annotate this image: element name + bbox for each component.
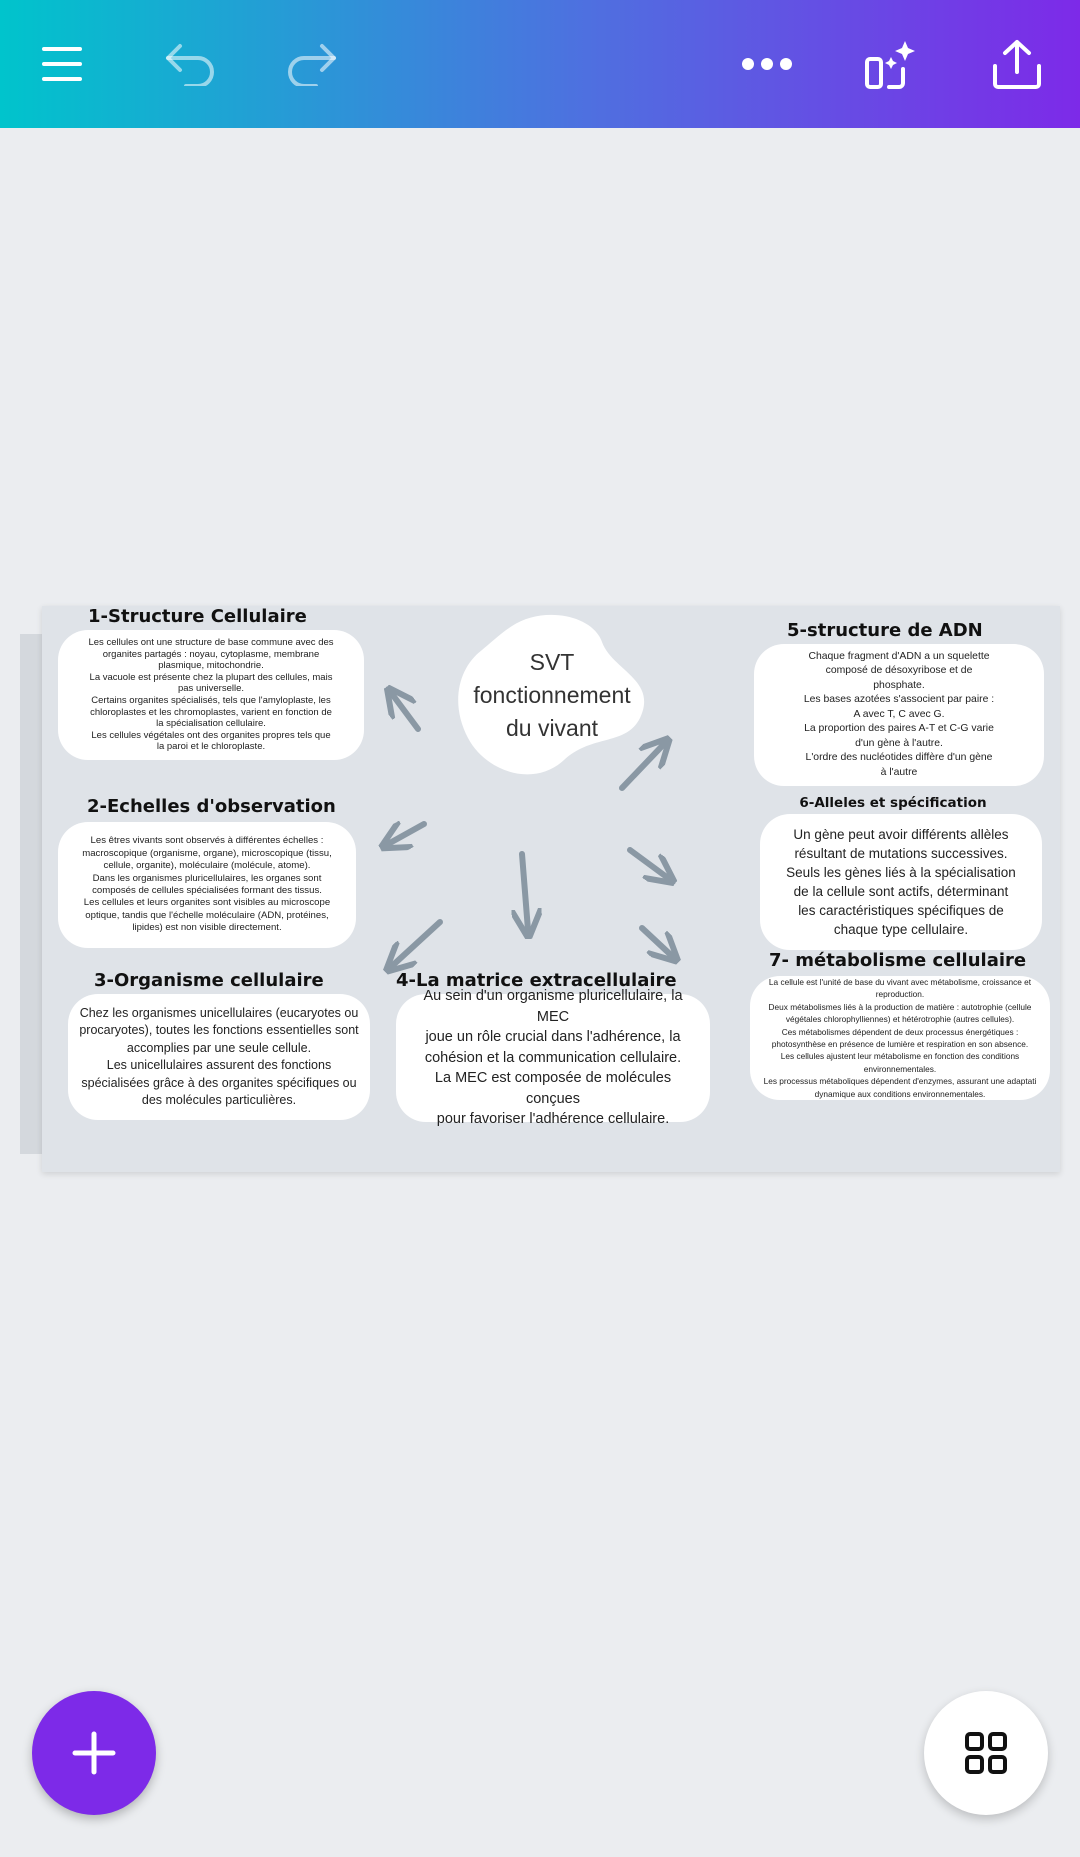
section-7-line: Deux métabolismes liés à la production de matière : autotrophie (cellule <box>768 1001 1032 1012</box>
grid-pages-icon <box>964 1731 1008 1775</box>
center-title: SVT fonctionnement du vivant <box>473 648 631 741</box>
section-3-title: 3-Organisme cellulaire <box>94 970 324 991</box>
section-5-line: La proportion des paires A-T et C-G varie <box>804 723 994 735</box>
section-2-line: lipides) est non visible directement. <box>132 922 282 934</box>
section-7-line: Ces métabolismes dépendent de deux processus énergétiques : <box>781 1026 1019 1037</box>
section-5-line: d'un gène à l'autre. <box>855 737 943 749</box>
section-7-title: 7- métabolisme cellulaire <box>769 950 1027 971</box>
section-1-line: Certains organites spécialisés, tels que l'amyloplaste, les <box>91 695 331 706</box>
section-7-card[interactable] <box>750 976 1050 1100</box>
section-1-line: pas universelle. <box>177 683 244 695</box>
magic-resize-icon <box>863 37 917 91</box>
section-7-text <box>764 976 1037 1100</box>
section-2-line: cellule, organite), moléculaire (molécule, atome). <box>103 860 311 872</box>
section-7-line: végétales chlorophylliennes) et hétérotrophie (autres cellules). <box>785 1014 1015 1025</box>
more-options-button[interactable] <box>727 24 807 104</box>
section-3-text <box>79 1005 358 1110</box>
section-2-line: macroscopique (organisme, organe), microscopique (tissu, <box>82 847 332 859</box>
more-dots-icon <box>741 57 793 71</box>
share-button[interactable] <box>977 24 1057 104</box>
arrow-to-section-1 <box>392 694 418 729</box>
menu-button[interactable] <box>22 24 102 104</box>
hamburger-menu-icon <box>40 44 84 84</box>
section-1-line: organites partagés : noyau, cytoplasme, membrane <box>102 648 320 660</box>
section-2-text <box>82 835 332 934</box>
plus-icon <box>72 1731 116 1775</box>
section-2-line: composés de cellules spécialisées formant des tissus. <box>92 885 322 896</box>
redo-icon <box>286 42 338 86</box>
section-4-line: cohésion et la communication cellulaire. <box>424 1049 682 1066</box>
section-1-line: Les cellules ont une structure de base commune avec des <box>88 637 334 649</box>
section-2-line: Dans les organismes pluricellulaires, les organes sont <box>92 872 322 884</box>
arrow-to-section-4 <box>522 854 528 930</box>
redo-button[interactable] <box>272 24 352 104</box>
section-2-line: Les êtres vivants sont observés à différentes échelles : <box>90 835 324 847</box>
section-6-line: de la cellule sont actifs, déterminant <box>793 884 1009 899</box>
section-3-line: procaryotes), toutes les fonctions essentielles sont <box>79 1023 359 1037</box>
section-4-card[interactable] <box>396 988 710 1128</box>
section-6-line: les caractéristiques spécifiques de <box>798 903 1004 918</box>
section-2-line: Les cellules et leurs organites sont visibles au microscope <box>83 897 331 909</box>
undo-icon <box>164 42 216 86</box>
section-5-line: phosphate. <box>873 679 925 691</box>
section-1-line: la paroi et le chloroplaste. <box>156 741 266 753</box>
section-1-line: la spécialisation cellulaire. <box>156 718 266 730</box>
section-7-line: environnementales. <box>863 1063 937 1074</box>
section-6-title: 6-Alleles et spécification <box>799 795 987 811</box>
pages-grid-button[interactable] <box>924 1691 1048 1815</box>
arrow-to-section-7 <box>642 928 672 956</box>
add-element-button[interactable] <box>32 1691 156 1815</box>
section-4-title: 4-La matrice extracellulaire <box>396 970 677 991</box>
section-5-line: composé de désoxyribose et de <box>825 665 973 677</box>
section-1-line: La vacuole est présente chez la plupart des cellules, mais <box>89 671 333 683</box>
top-toolbar <box>0 0 1080 128</box>
section-2-line: optique, tandis que l'échelle moléculaire (ADN, protéines, <box>85 909 329 921</box>
section-4-line: Au sein d'un organisme pluricellulaire, la MEC <box>423 988 683 1025</box>
section-6-line: chaque type cellulaire. <box>833 922 969 937</box>
undo-button[interactable] <box>150 24 230 104</box>
section-2-title: 2-Echelles d'observation <box>87 796 336 817</box>
section-5-text <box>804 650 994 781</box>
section-7-line: Les processus métaboliques dépendent d'enzymes, assurant une adaptati <box>763 1076 1037 1087</box>
section-5-line: Chaque fragment d'ADN a un squelette <box>808 650 990 662</box>
share-upload-icon <box>991 38 1043 90</box>
section-2-card[interactable] <box>58 822 356 948</box>
section-6-line: Un gène peut avoir différents allèles <box>793 827 1009 842</box>
slide-page[interactable] <box>42 606 1060 1172</box>
section-4-line: La MEC est composée de molécules conçues <box>434 1070 672 1107</box>
section-1-line: chloroplastes et les chromoplastes, varient en fonction de <box>90 706 332 718</box>
section-1-text <box>88 637 333 753</box>
section-5-line: A avec T, C avec G. <box>853 708 945 720</box>
section-6-line: Seuls les gènes liés à la spécialisation <box>786 865 1016 880</box>
section-7-line: dynamique aux conditions environnementales. <box>814 1088 986 1099</box>
arrow-to-section-2 <box>388 824 424 844</box>
section-6-line: résultant de mutations successives. <box>794 846 1008 861</box>
section-4-line: joue un rôle crucial dans l'adhérence, la <box>425 1029 681 1046</box>
section-3-line: Chez les organismes unicellulaires (eucaryotes ou <box>79 1005 359 1020</box>
section-3-line: spécialisées grâce à des organites spécifiques ou <box>81 1075 357 1090</box>
section-5-card[interactable] <box>754 644 1044 786</box>
center-blob[interactable] <box>452 612 652 778</box>
section-1-title: 1-Structure Cellulaire <box>88 606 307 627</box>
section-1-line: Les cellules végétales ont des organites propres tels que <box>91 729 331 741</box>
section-7-line: La cellule est l'unité de base du vivant avec métabolisme, croissance et <box>768 976 1032 987</box>
section-4-line: pour favoriser l'adhérence cellulaire. <box>436 1111 670 1128</box>
section-7-line: reproduction. <box>875 989 925 1000</box>
section-6-card[interactable] <box>760 814 1042 950</box>
section-3-line: Les unicellulaires assurent des fonctions <box>106 1058 332 1072</box>
arrow-to-section-3 <box>392 922 440 966</box>
section-4-text <box>406 986 700 1130</box>
section-1-card[interactable] <box>58 630 364 760</box>
section-7-line: Les cellules ajustent leur métabolisme en fonction des conditions <box>780 1051 1020 1062</box>
section-1-line: plasmique, mitochondrie. <box>158 660 264 672</box>
section-5-title: 5-structure de ADN <box>787 620 983 641</box>
section-3-line: accomplies par une seule cellule. <box>126 1040 312 1055</box>
design-canvas[interactable] <box>20 604 1060 1174</box>
arrow-to-section-6 <box>630 850 668 878</box>
section-3-card[interactable] <box>68 994 370 1120</box>
section-6-text <box>786 825 1016 939</box>
magic-resize-button[interactable] <box>850 24 930 104</box>
section-3-line: des molécules particulières. <box>141 1093 297 1107</box>
section-7-line: photosynthèse en présence de lumière et respiration en son absence. <box>771 1039 1029 1049</box>
section-5-line: Les bases azotées s'associent par paire : <box>803 694 995 706</box>
section-5-line: à l'autre <box>880 766 918 778</box>
section-5-line: L'ordre des nucléotides diffère d'un gène <box>805 752 993 764</box>
